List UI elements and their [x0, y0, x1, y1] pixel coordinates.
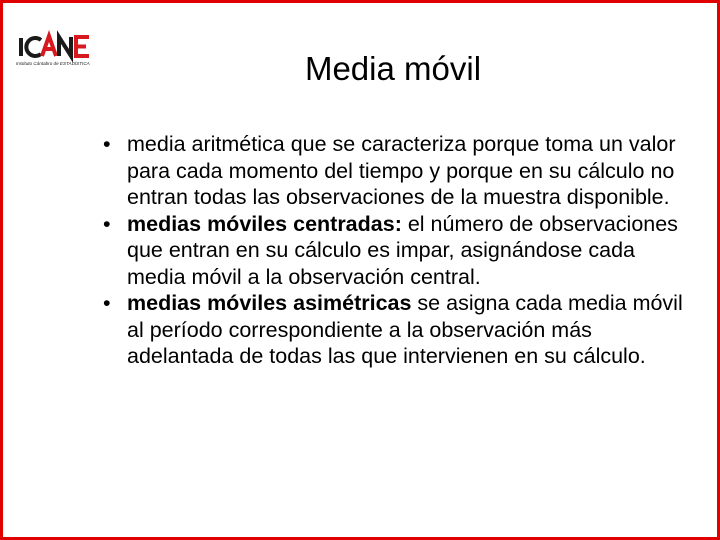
logo-i-stem: [19, 38, 23, 56]
bullet-lead-term: medias móviles asimétricas: [127, 291, 412, 315]
bullet-marker: •: [103, 132, 111, 156]
icane-logo: [15, 29, 111, 69]
logo-n-letter: [59, 37, 71, 56]
bullet-list: [99, 131, 699, 370]
bullet-lead-term: medias móviles centradas:: [127, 211, 402, 236]
logo-a-letter: [42, 36, 56, 56]
bullet-text: el número de observaciones que entran en su cálculo es impar, asignándose cada media móvil a la observación central.: [127, 211, 678, 289]
bullet-item: [99, 290, 699, 370]
bullet-text: se asigna cada media móvil al período correspondiente a la observación más adelantada de todas las que intervienen en su cálculo.: [127, 291, 683, 368]
logo-subtitle: Instituto Cántabro de ESTADÍSTICA: [16, 61, 90, 66]
bullet-marker: •: [103, 291, 111, 315]
slide-title: Media móvil: [304, 50, 482, 87]
bullet-item: [99, 211, 699, 291]
logo-c-letter: [26, 38, 41, 56]
logo-e-letter: [76, 37, 89, 56]
bullet-marker: •: [103, 211, 111, 236]
bullet-item: [99, 131, 699, 211]
bullet-text: media aritmética que se caracteriza porque toma un valor para cada momento del tiempo y porque en su cálculo no entran todas las observaciones de la muestra disponible.: [127, 132, 676, 209]
